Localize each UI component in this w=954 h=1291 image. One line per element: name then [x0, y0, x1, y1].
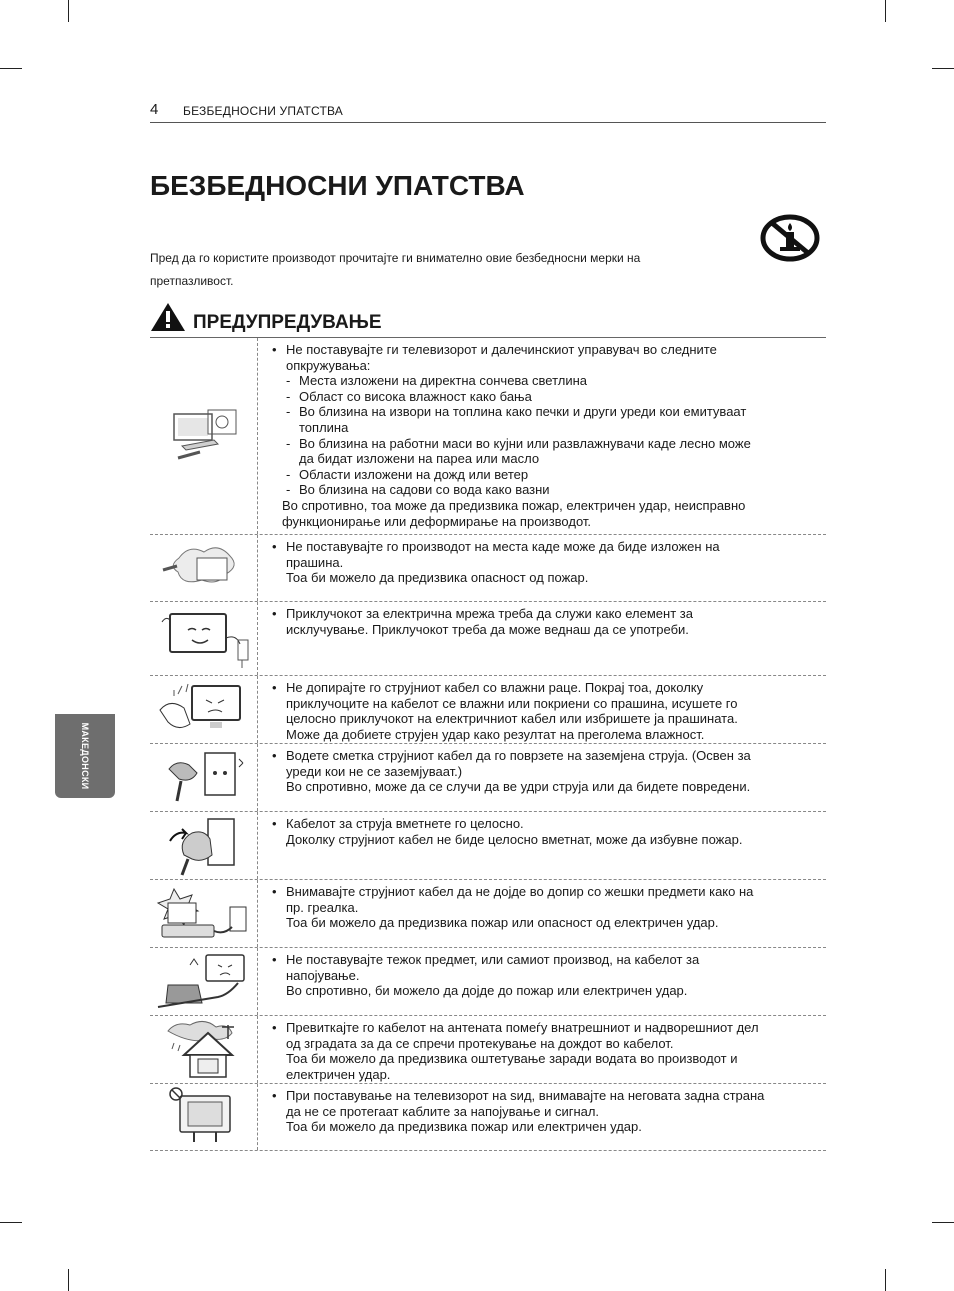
- text-line: Во спротивно, тоа може да предизвика пожар, електричен удар, неисправно: [282, 497, 746, 513]
- warning-row: [150, 947, 826, 1015]
- illustration-cell: [150, 948, 258, 1015]
- bullet-item: • Кабелот за струја вметнете го целосно.: [272, 816, 820, 832]
- warning-row: [150, 534, 826, 601]
- bullet-item: • Не поставувајте тежок предмет, или самиот производ, на кабелот за: [272, 952, 820, 968]
- dash-item: - Во близина на садови со вода како вазни: [272, 482, 820, 498]
- text-line: топлина: [299, 419, 349, 435]
- tv-plug-icon: [154, 608, 254, 670]
- running-header: [150, 100, 826, 123]
- illustration-cell: [150, 1016, 258, 1083]
- bullet-item: • Приклучокот за електрична мрежа треба да служи како елемент за: [272, 606, 820, 622]
- text-line: опкружувања:: [286, 357, 371, 373]
- warning-text: [272, 680, 820, 742]
- language-label: МАКЕДОНСКИ: [80, 722, 90, 790]
- page-number: 4: [150, 101, 159, 118]
- dash-item: - Во близина на извори на топлина како печки и други уреди кои емитуваат: [272, 404, 820, 420]
- tv-environment-icon: [164, 406, 244, 466]
- text-line: Во спротивно, би можело да дојде до пожар или електричен удар.: [286, 983, 688, 999]
- text-line: Доколку струјниот кабел не биде целосно вметнат, може да избувне пожар.: [286, 831, 743, 847]
- warning-row: [150, 811, 826, 879]
- warning-list: [150, 337, 826, 1151]
- warning-text: [272, 539, 820, 586]
- illustration-cell: [150, 338, 258, 534]
- crop-mark: [68, 1269, 69, 1291]
- warning-row: [150, 337, 826, 534]
- warning-text: [272, 884, 820, 931]
- dash-item: - Области изложени на дожд или ветер: [272, 467, 820, 483]
- bullet-item: • Не поставувајте го производот на места каде може да биде изложен на: [272, 539, 820, 555]
- text-line: Тоа би можело да предизвика опасност од пожар.: [286, 570, 589, 586]
- warning-row: [150, 879, 826, 947]
- crop-mark: [932, 1222, 954, 1223]
- bullet-item: • Превиткајте го кабелот на антената помеѓу внатрешниот и надворешниот дел: [272, 1020, 820, 1036]
- text-line: напојување.: [286, 967, 360, 983]
- text-line: од зградата за да се спречи протекување на дождот во кабелот.: [286, 1035, 674, 1051]
- illustration-cell: [150, 602, 258, 675]
- illustration-cell: [150, 880, 258, 947]
- text-line: уреди кои не се заземјуваат.): [286, 763, 463, 779]
- crop-mark: [0, 68, 22, 69]
- text-line: пр. греалка.: [286, 899, 359, 915]
- warning-text: [272, 816, 820, 847]
- bullet-item: • Не поставувајте ги телевизорот и далечинскиот управувач во следните: [272, 342, 820, 358]
- wall-mount-cable-icon: [164, 1086, 244, 1148]
- warning-text: [272, 342, 820, 529]
- antenna-house-icon: [154, 1019, 254, 1081]
- text-line: да бидат изложени на пареа или масло: [299, 451, 540, 467]
- text-line: електричен удар.: [286, 1066, 391, 1082]
- crop-mark: [0, 1222, 22, 1223]
- illustration-cell: [150, 1084, 258, 1150]
- text-line: да не се протегаат каблите за напојување и сигнал.: [286, 1103, 600, 1119]
- warning-text: [272, 952, 820, 999]
- page-title: БЕЗБЕДНОСНИ УПАТСТВА: [150, 170, 525, 201]
- text-line: прашина.: [286, 554, 344, 570]
- warning-text: [272, 1020, 820, 1082]
- tv-dust-icon: [159, 540, 249, 596]
- text-line: Може да добиете струјен удар како резултат на преголема влажност.: [286, 726, 705, 742]
- illustration-cell: [150, 744, 258, 811]
- no-candle-icon: [760, 214, 820, 262]
- text-line: Тоа би можело да предизвика пожар или опасност од електричен удар.: [286, 915, 719, 931]
- grounded-outlet-icon: [159, 747, 249, 809]
- dash-item: - Област со висока влажност како бања: [272, 389, 820, 405]
- language-tab: [55, 714, 115, 798]
- text-line: целосно приклучокот на електричниот кабел или избришете ја прашината.: [286, 711, 738, 727]
- illustration-cell: [150, 676, 258, 743]
- warning-row: [150, 1083, 826, 1151]
- plug-insert-icon: [164, 815, 244, 877]
- warning-row: [150, 601, 826, 675]
- crop-mark: [885, 1269, 886, 1291]
- warning-text: [272, 748, 820, 795]
- header-section-title: БЕЗБЕДНОСНИ УПАТСТВА: [183, 104, 344, 118]
- bullet-item: • Внимавајте струјниот кабел да не дојде во допир со жешки предмети како на: [272, 884, 820, 900]
- text-line: Во спротивно, може да се случи да ве удри струја или да бидете повредени.: [286, 779, 751, 795]
- warning-title: ПРЕДУПРЕДУВАЊЕ: [193, 312, 382, 333]
- dash-item: - Места изложени на директна сончева светлина: [272, 373, 820, 389]
- crop-mark: [932, 68, 954, 69]
- dash-item: - Во близина на работни маси во кујни или развлажнувачи каде лесно може: [272, 436, 820, 452]
- warning-row: [150, 675, 826, 743]
- crop-mark: [885, 0, 886, 22]
- text-line: исклучување. Приклучокот треба да може веднаш да се употреби.: [286, 621, 689, 637]
- text-line: Тоа би можело да предизвика пожар или електричен удар.: [286, 1119, 642, 1135]
- crop-mark: [68, 0, 69, 22]
- heater-cable-icon: [154, 883, 254, 945]
- illustration-cell: [150, 535, 258, 601]
- warning-row: [150, 1015, 826, 1083]
- heavy-object-cable-icon: [154, 951, 254, 1013]
- warning-row: [150, 743, 826, 811]
- bullet-item: • Водете сметка струјниот кабел да го поврзете на заземјена струја. (Освен за: [272, 748, 820, 764]
- warning-text: [272, 1088, 820, 1135]
- warning-triangle-icon: [150, 302, 186, 332]
- text-line: функционирање или деформирање на производот.: [282, 513, 592, 529]
- text-line: приклучоците на кабелот се влажни или покриени со прашина, исушете го: [286, 695, 738, 711]
- text-line: Тоа би можело да предизвика оштетување заради водата во производот и: [286, 1051, 738, 1067]
- intro-paragraph: Пред да го користите производот прочитајте ги внимателно овие безбедносни мерки на претпазливост.: [150, 251, 641, 288]
- bullet-item: • Не допирајте го струјниот кабел со влажни раце. Покрај тоа, доколку: [272, 680, 820, 696]
- warning-text: [272, 606, 820, 637]
- illustration-cell: [150, 812, 258, 879]
- bullet-item: • При поставување на телевизорот на ѕид, внимавајте на неговата задна страна: [272, 1088, 820, 1104]
- wet-hands-plug-icon: [154, 680, 254, 740]
